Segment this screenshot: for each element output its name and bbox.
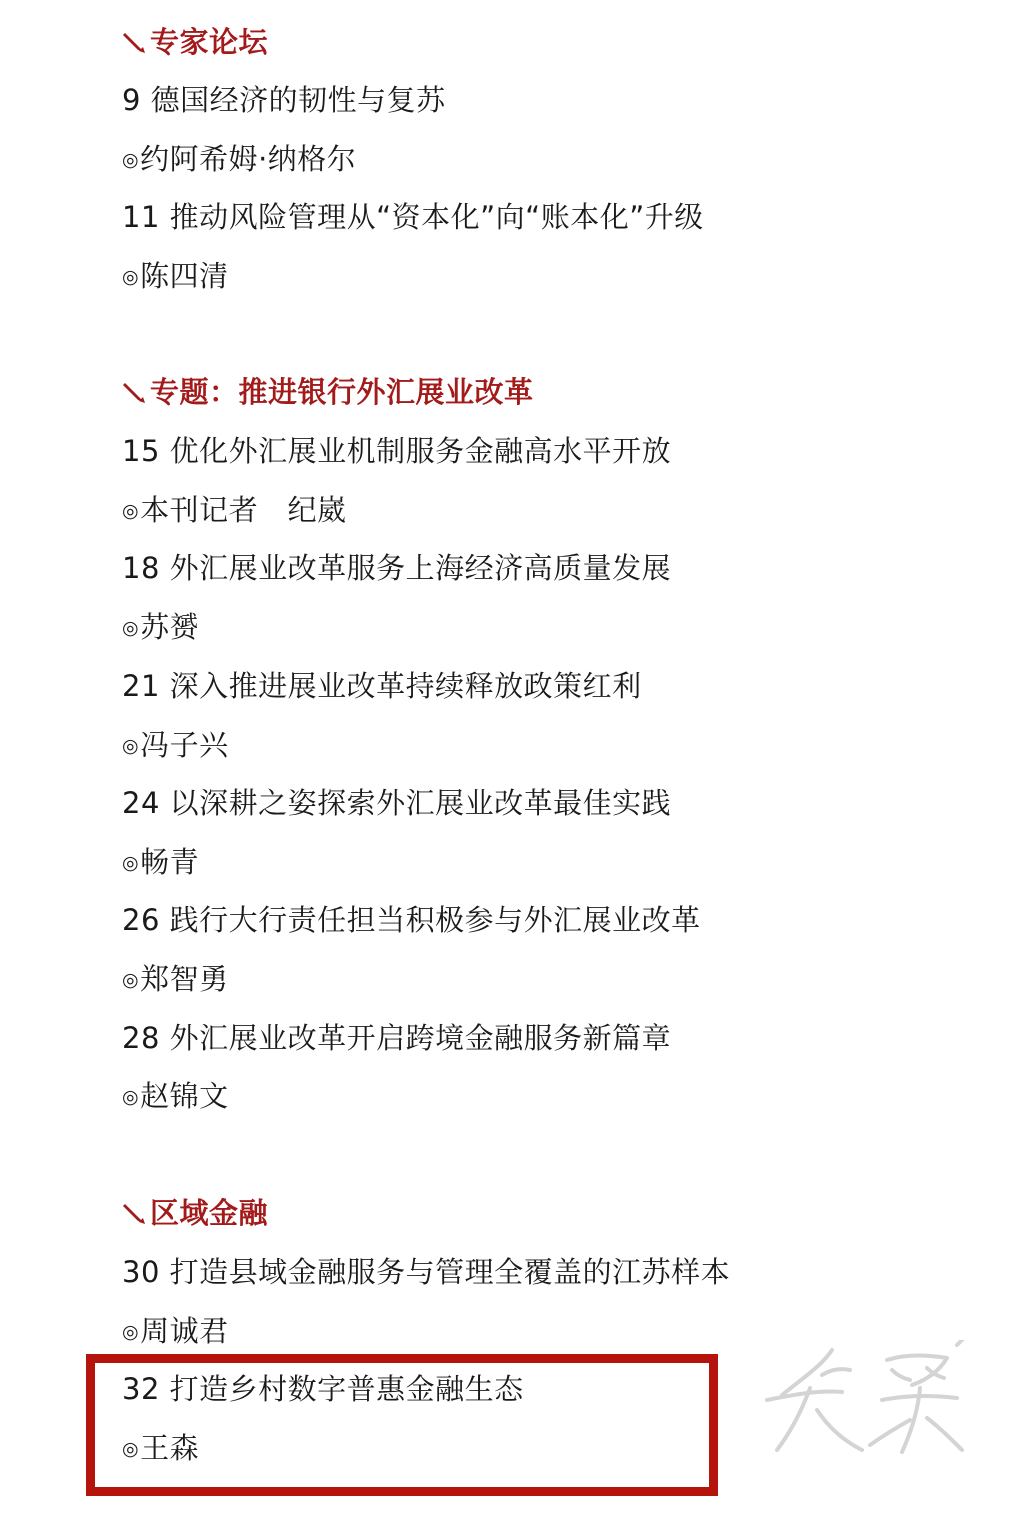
pencil-icon	[122, 379, 148, 405]
author-name: 郑智勇	[140, 962, 229, 996]
section-heading	[122, 1193, 268, 1233]
author-name: 本刊记者 纪崴	[140, 493, 347, 527]
calligraphy-watermark	[762, 1340, 972, 1460]
section-heading	[122, 22, 268, 62]
author-marker-icon: ◎	[122, 149, 140, 171]
author-marker-icon: ◎	[122, 1321, 140, 1343]
toc-author	[122, 490, 347, 531]
toc-author	[122, 725, 229, 766]
toc-entry: 11 推动风险管理从“资本化”向“账本化”升级	[122, 200, 704, 234]
author-marker-icon: ◎	[122, 1086, 140, 1108]
pencil-icon	[122, 29, 148, 55]
highlight-box	[86, 1354, 718, 1496]
toc-entry: 21 深入推进展业改革持续释放政策红利	[122, 669, 642, 703]
section-heading	[122, 372, 534, 412]
author-name: 赵锦文	[140, 1079, 229, 1113]
author-marker-icon: ◎	[122, 969, 140, 991]
author-marker-icon: ◎	[122, 852, 140, 874]
author-marker-icon: ◎	[122, 617, 140, 639]
toc-entry: 24 以深耕之姿探索外汇展业改革最佳实践	[122, 786, 672, 820]
toc-author	[122, 842, 199, 883]
toc-author	[122, 959, 229, 1000]
toc-author	[122, 607, 199, 648]
author-name: 王森	[140, 1431, 200, 1465]
author-name: 陈四清	[140, 259, 229, 293]
toc-author	[122, 1311, 229, 1352]
author-marker-icon: ◎	[122, 500, 140, 522]
toc-author	[122, 139, 356, 180]
section-title: 专家论坛	[150, 25, 269, 59]
toc-entry: 28 外汇展业改革开启跨境金融服务新篇章	[122, 1021, 672, 1055]
toc-author	[122, 1076, 229, 1117]
author-marker-icon: ◎	[122, 1438, 140, 1460]
toc-entry: 18 外汇展业改革服务上海经济高质量发展	[122, 551, 672, 585]
pencil-icon	[122, 1200, 148, 1226]
toc-entry: 32 打造乡村数字普惠金融生态	[122, 1372, 524, 1406]
author-name: 约阿希姆·纳格尔	[140, 142, 357, 176]
author-marker-icon: ◎	[122, 735, 140, 757]
toc-entry: 9 德国经济的韧性与复苏	[122, 83, 446, 117]
author-name: 畅青	[140, 845, 200, 879]
author-name: 冯子兴	[140, 728, 229, 762]
author-name: 周诚君	[140, 1314, 229, 1348]
toc-author	[122, 256, 229, 297]
toc-entry: 26 践行大行责任担当积极参与外汇展业改革	[122, 903, 701, 937]
author-name: 苏赟	[140, 610, 200, 644]
section-title: 专题：推进银行外汇展业改革	[150, 375, 534, 409]
section-title: 区域金融	[150, 1196, 269, 1230]
toc-entry: 30 打造县域金融服务与管理全覆盖的江苏样本	[122, 1255, 731, 1289]
author-marker-icon: ◎	[122, 266, 140, 288]
toc-entry: 15 优化外汇展业机制服务金融高水平开放	[122, 434, 672, 468]
